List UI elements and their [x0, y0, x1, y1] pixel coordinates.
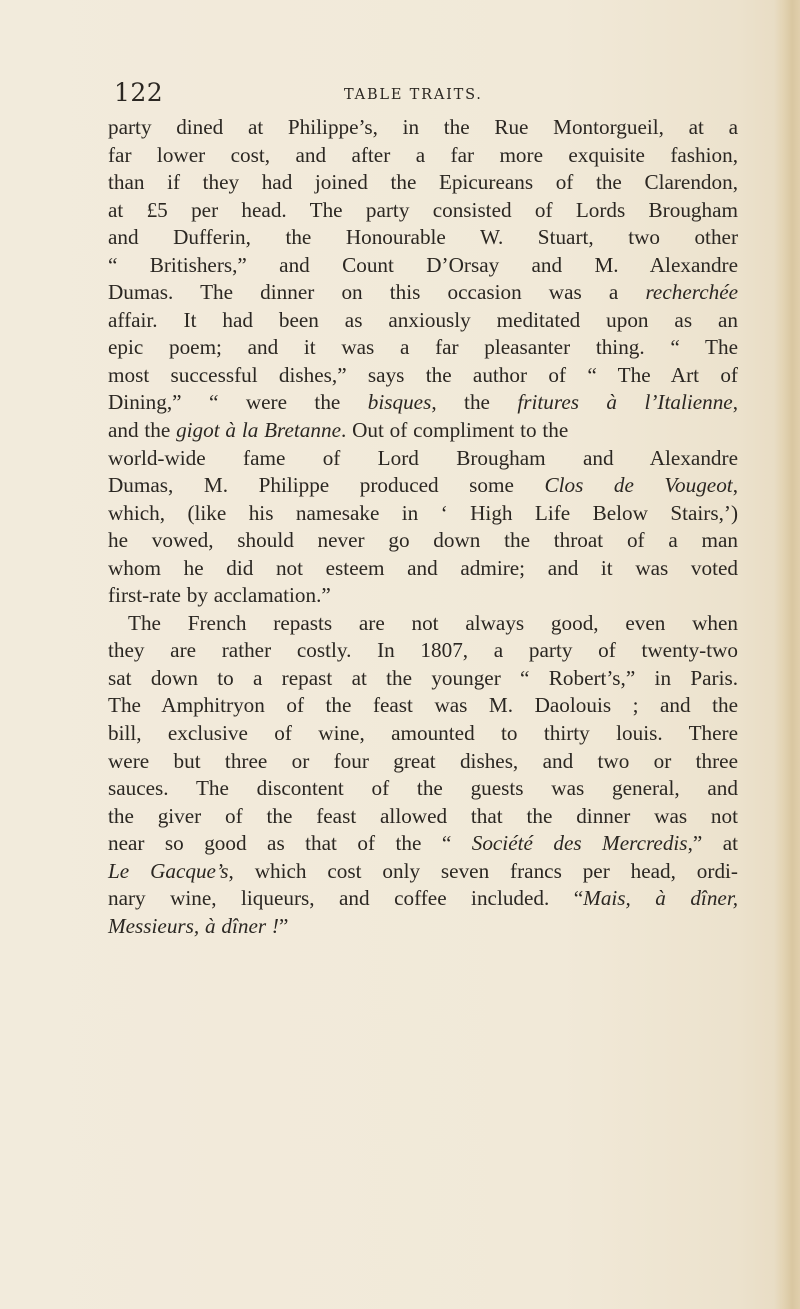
text-line: they are rather costly. In 1807, a party of twenty-two	[108, 638, 738, 663]
running-head: TABLE TRAITS.	[344, 87, 483, 103]
text-line: first-rate by acclamation.”	[108, 583, 331, 608]
text-line: he vowed, should never go down the throat of a man	[108, 528, 738, 553]
text-line: bill, exclusive of wine, amounted to thirty louis. There	[108, 721, 738, 746]
text-line: sauces. The discontent of the guests was general, and	[108, 776, 738, 801]
italic-phrase: Mais, à dîner,	[583, 886, 739, 911]
italic-phrase: fritures à l’Italienne	[517, 390, 733, 415]
italic-phrase: Clos de Vougeot	[544, 473, 733, 498]
italic-phrase: bisques	[367, 390, 432, 415]
text-line: Messieurs, à dîner !”	[108, 913, 289, 938]
italic-phrase: Société des Mercredis	[471, 831, 688, 856]
text-line: which, (like his namesake in ‘ High Life Below Stairs,’)	[108, 500, 738, 525]
text-line: Dumas, M. Philippe produced some Clos de Vougeot,	[108, 473, 738, 498]
text-line: The French repasts are not always good, even when	[128, 610, 738, 635]
text-line: affair. It had been as anxiously meditated upon as an	[108, 307, 738, 332]
text-line: nary wine, liqueurs, and coffee included. “Mais, à dîner,	[108, 886, 739, 911]
text-line: and Dufferin, the Honourable W. Stuart, two other	[108, 225, 738, 250]
page-header	[114, 78, 734, 118]
text-line: than if they had joined the Epicureans of the Clarendon,	[108, 170, 738, 195]
text-line: The Amphitryon of the feast was M. Daolouis ; and the	[108, 693, 738, 718]
italic-phrase: Messieurs, à dîner !	[108, 913, 279, 938]
text-line: and the gigot à la Bretanne. Out of compliment to the	[108, 418, 569, 443]
text-line: Dining,” “ were the bisques, the fritures à l’Italienne,	[108, 390, 739, 415]
text-line: at £5 per head. The party consisted of Lords Brougham	[108, 197, 738, 222]
page-edge-shading	[774, 0, 800, 1309]
text-line: the giver of the feast allowed that the dinner was not	[108, 803, 738, 828]
page-number: 122	[114, 78, 164, 107]
text-line: epic poem; and it was a far pleasanter thing. “ The	[108, 335, 738, 360]
text-line: sat down to a repast at the younger “ Robert’s,” in Paris.	[108, 665, 738, 690]
text-line: “ Britishers,” and Count D’Orsay and M. Alexandre	[108, 252, 738, 277]
text-line: far lower cost, and after a far more exquisite fashion,	[108, 142, 738, 167]
text-line: whom he did not esteem and admire; and it was voted	[108, 555, 738, 580]
text-line: Dumas. The dinner on this occasion was a recherchée	[108, 280, 738, 305]
text-line: near so good as that of the “ Société des Mercredis,” at	[108, 831, 739, 856]
text-line: world-wide fame of Lord Brougham and Alexandre	[108, 445, 738, 470]
text-line: Le Gacque’s, which cost only seven francs per head, ordi-	[108, 858, 738, 883]
text-line: party dined at Philippe’s, in the Rue Montorgueil, at a	[108, 115, 738, 139]
italic-phrase: recherchée	[645, 280, 738, 305]
italic-phrase: gigot à la Bretanne	[176, 418, 341, 443]
body-text	[108, 114, 738, 940]
text-line: most successful dishes,” says the author of “ The Art of	[108, 362, 738, 387]
text-line: were but three or four great dishes, and two or three	[108, 748, 738, 773]
italic-phrase: Le Gacque’s	[108, 858, 229, 883]
